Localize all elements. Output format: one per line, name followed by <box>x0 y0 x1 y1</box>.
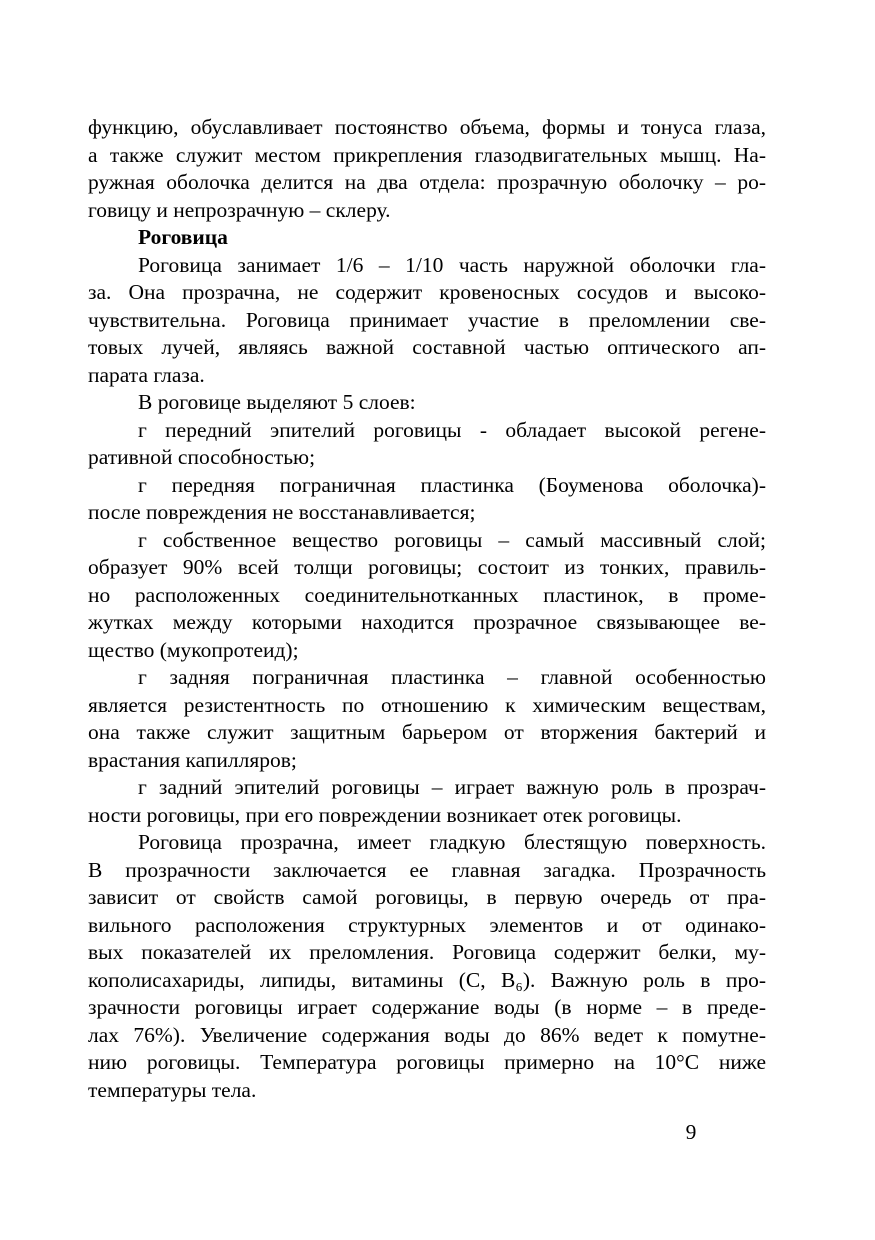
text-line: зрачности роговицы играет содержание воды (в норме – в преде- <box>88 995 766 1019</box>
text-line: нию роговицы. Температура роговицы примерно на 10°С ниже <box>88 1050 766 1074</box>
text-line: вых показателей их преломления. Роговица содержит белки, му- <box>88 940 766 964</box>
text-line: ративной способностью; <box>88 445 316 469</box>
text-line: а также служит местом прикрепления глазодвигательных мышц. На- <box>88 142 766 167</box>
bullet-item <box>88 527 766 665</box>
paragraph <box>88 389 766 417</box>
text-line: Роговица занимает 1/6 – 1/10 часть наружной оболочки гла- <box>138 252 766 277</box>
text-line: жутках между которыми находится прозрачное связывающее ве- <box>88 610 766 634</box>
paragraph <box>88 829 766 1104</box>
text-line: г передняя пограничная пластинка (Боуменова оболочка)- <box>138 472 766 497</box>
text-line: кополисахариды, липиды, витамины (С, В₆). Важную роль в про- <box>88 967 766 992</box>
text-line: говицу и непрозрачную – склеру. <box>88 197 391 222</box>
text-line: г собственное вещество роговицы – самый массивный слой; <box>138 527 766 552</box>
text-line: образует 90% всей толщи роговицы; состоит из тонких, правиль- <box>88 555 766 579</box>
text-line: щество (мукопротеид); <box>88 637 299 662</box>
text-line: г задний эпителий роговицы – играет важную роль в прозрач- <box>138 775 766 799</box>
text-line: после повреждения не восстанавливается; <box>88 500 476 524</box>
bullet-item <box>88 417 766 472</box>
text-line: вильного расположения структурных элементов и от одинако- <box>88 912 766 937</box>
bullet-item <box>88 774 766 829</box>
text-line: Роговица прозрачна, имеет гладкую блестящую поверхность. <box>138 830 766 854</box>
text-line: ружная оболочка делится на два отдела: прозрачную оболочку – ро- <box>88 170 766 194</box>
text-block <box>88 114 766 1104</box>
paragraph <box>88 252 766 390</box>
text-line: врастания капилляров; <box>88 747 297 772</box>
text-line: ности роговицы, при его повреждении возникает отек роговицы. <box>88 802 682 827</box>
text-line: товых лучей, являясь важной составной частью оптического ап- <box>88 335 766 359</box>
text-line: за. Она прозрачна, не содержит кровеносных сосудов и высоко- <box>88 280 766 304</box>
text-line: чувствительна. Роговица принимает участие в преломлении све- <box>88 307 766 332</box>
text-line: парата глаза. <box>88 362 205 387</box>
text-line: В прозрачности заключается ее главная загадка. Прозрачность <box>88 857 766 882</box>
text-line: но расположенных соединительнотканных пластинок, в проме- <box>88 582 766 607</box>
text-line: температуры тела. <box>88 1077 257 1102</box>
text-line: г передний эпителий роговицы - обладает высокой регене- <box>138 417 766 442</box>
text-line: зависит от свойств самой роговицы, в первую очередь от пра- <box>88 885 766 909</box>
paragraph <box>88 114 766 224</box>
text-line: Роговица <box>138 225 228 249</box>
bullet-item <box>88 472 766 527</box>
text-line: функцию, обуславливает постоянство объема, формы и тонуса глаза, <box>88 115 766 139</box>
section-heading <box>88 224 766 252</box>
text-line: В роговице выделяют 5 слоев: <box>138 390 416 414</box>
text-line: г задняя пограничная пластинка – главной особенностью <box>138 665 766 689</box>
page-number: 9 <box>685 1120 697 1144</box>
text-line: является резистентность по отношению к химическим веществам, <box>88 692 766 717</box>
bullet-item <box>88 664 766 774</box>
text-line: лах 76%). Увеличение содержания воды до 86% ведет к помутне- <box>88 1022 766 1047</box>
text-line: она также служит защитным барьером от вторжения бактерий и <box>88 720 766 744</box>
